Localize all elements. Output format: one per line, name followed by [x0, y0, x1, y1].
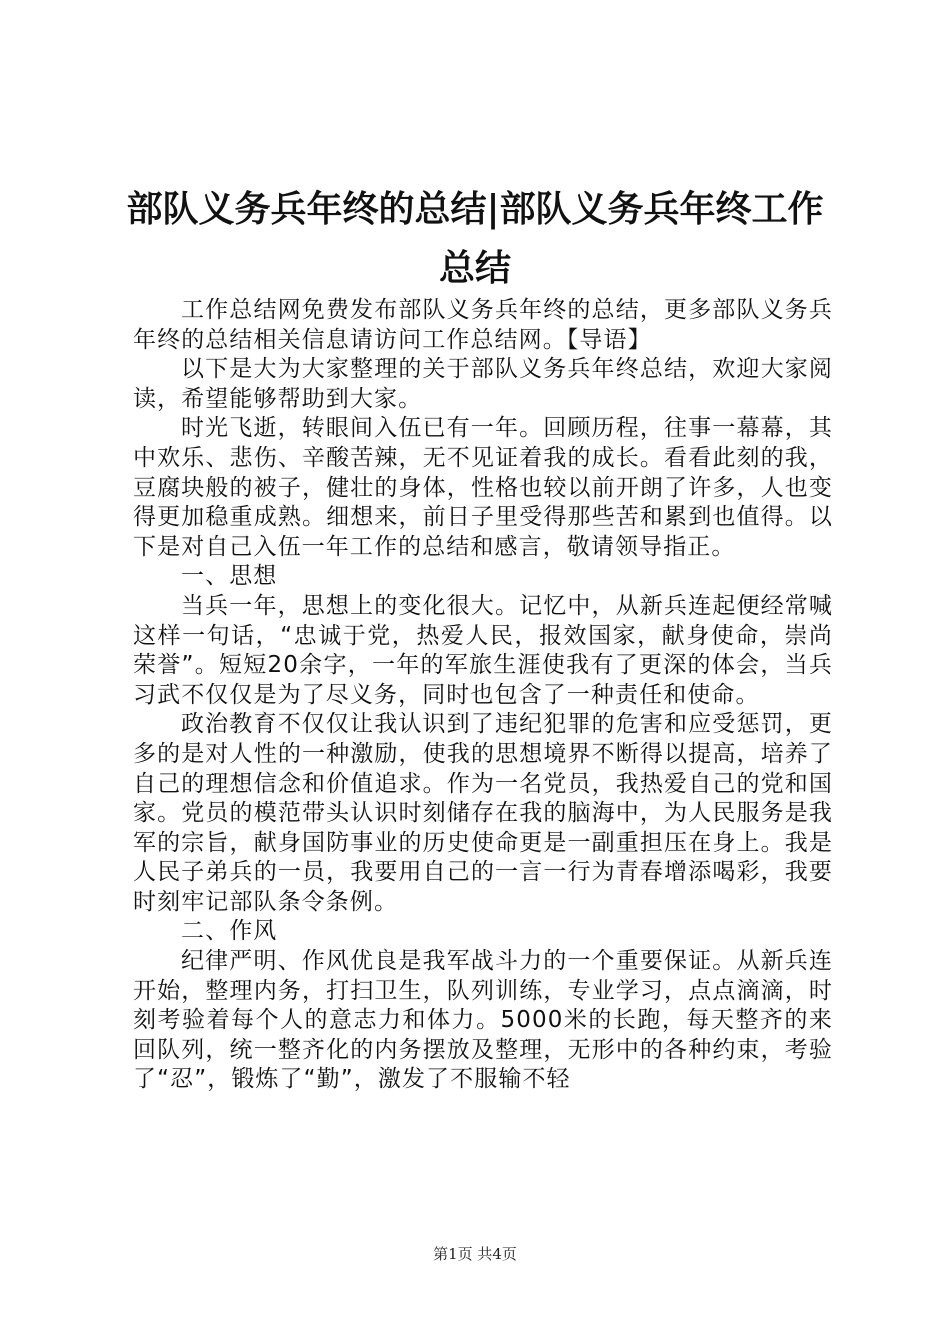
paragraph-thought-2: 政治教育不仅仅让我认识到了违纪犯罪的危害和应受惩罚，更多的是对人性的一种激励，使我的思想境界不断得以提高，培养了自己的理想信念和价值追求。作为一名党员，我热爱自己的党和国家。党员的模范带头认识时刻储存在我的脑海中，为人民服务是我军的宗旨，献身国防事业的历史使命更是一副重担压在身上。我是人民子弟兵的一员，我要用自己的一言一行为青春增添喝彩，我要时刻牢记部队条令条例。 — [133, 711, 833, 915]
section-heading-style: 二、作风 — [181, 918, 278, 945]
page-number-footer: 第1页 共4页 — [433, 1245, 517, 1263]
paragraph-style-1: 纪律严明、作风优良是我军战斗力的一个重要保证。从新兵连开始，整理内务，打扫卫生，队列训练，专业学习，点点滴滴，时刻考验着每个人的意志力和体力。5000米的长跑，每天整齐的来回队列，统一整齐化的内务摆放及整理，无形中的各种约束，考验了“忍”，锻炼了“勤”，激发了不服输不轻 — [133, 948, 833, 1093]
document-title-line-2: 总结 — [438, 247, 511, 289]
paragraph-lead: 以下是大为大家整理的关于部队义务兵年终总结，欢迎大家阅读，希望能够帮助到大家。 — [133, 356, 833, 412]
paragraph-reflection: 时光飞逝，转眼间入伍已有一年。回顾历程，往事一幕幕，其中欢乐、悲伤、辛酸苦辣，无不见证着我的成长。看看此刻的我，豆腐块般的被子，健壮的身体，性格也较以前开朗了许多，人也变得更加稳重成熟。细想来，前日子里受得那些苦和累到也值得。以下是对自己入伍一年工作的总结和感言，敬请领导指正。 — [133, 415, 833, 560]
document-title-line-1: 部队义务兵年终的总结|部队义务兵年终工作 — [126, 188, 824, 230]
paragraph-intro: 工作总结网免费发布部队义务兵年终的总结，更多部队义务兵年终的总结相关信息请访问工作总结网。【导语】 — [133, 297, 833, 353]
section-heading-thought: 一、思想 — [181, 563, 278, 590]
paragraph-thought-1: 当兵一年，思想上的变化很大。记忆中，从新兵连起便经常喊这样一句话，“忠诚于党，热爱人民，报效国家，献身使命，崇尚荣誉”。短短20余字，一年的军旅生涯使我有了更深的体会，当兵习武不仅仅是为了尽义务，同时也包含了一种责任和使命。 — [133, 592, 833, 708]
document-body — [133, 296, 833, 1095]
